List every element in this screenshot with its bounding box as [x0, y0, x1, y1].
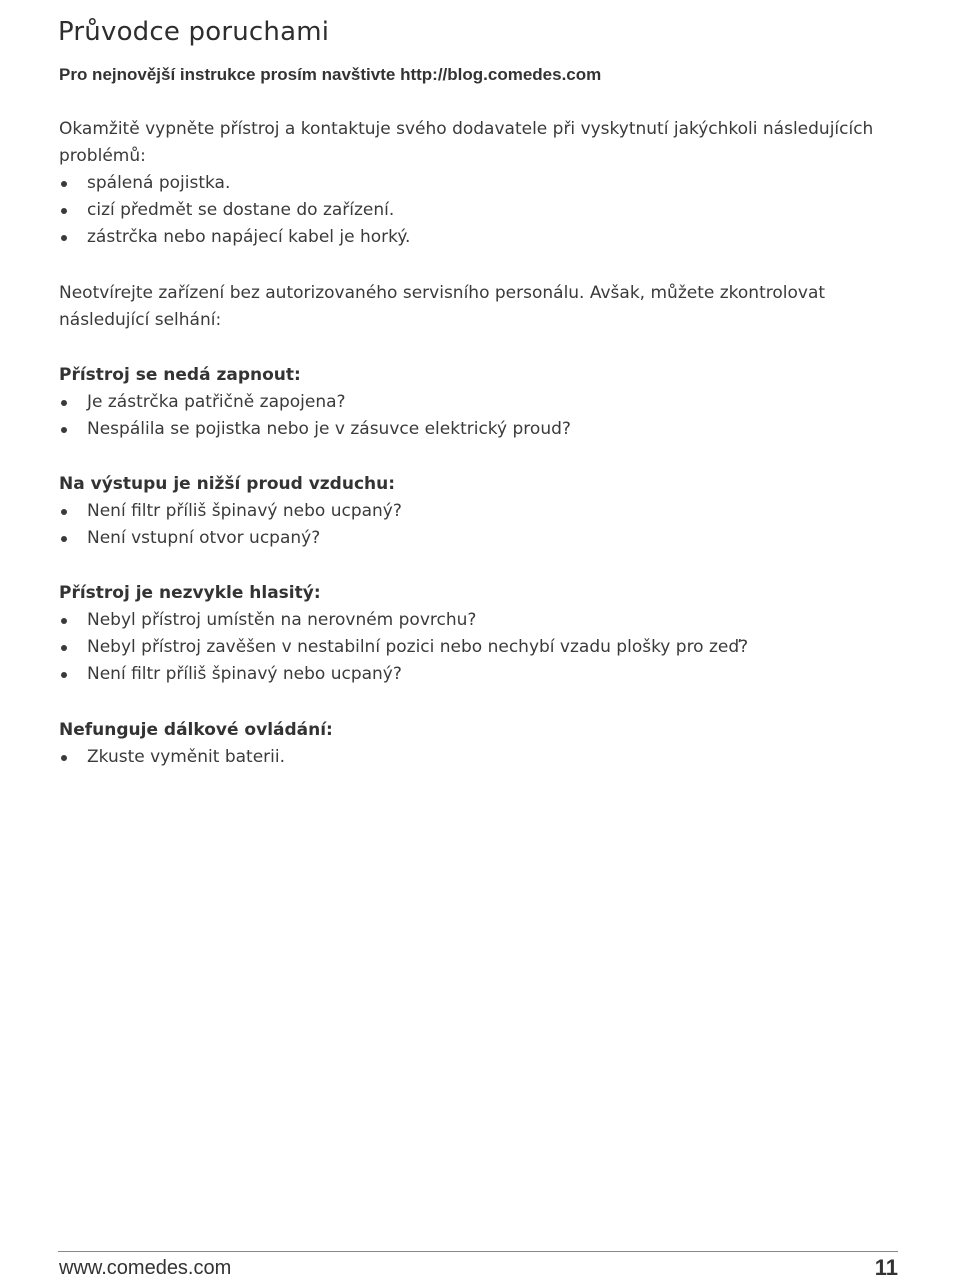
list-item: [59, 661, 900, 688]
footer-divider: [58, 1251, 898, 1252]
list-item: [59, 197, 900, 224]
section-airflow: [59, 471, 900, 552]
list-item-text: spálená pojistka.: [87, 173, 231, 193]
bullet-icon: [61, 509, 67, 515]
section-list: [59, 498, 900, 552]
bullet-icon: [61, 618, 67, 624]
list-item: [59, 498, 900, 525]
list-item: [59, 416, 900, 443]
list-item: [59, 224, 900, 251]
list-item-text: zástrčka nebo napájecí kabel je horký.: [87, 227, 411, 247]
list-item-text: Není filtr příliš špinavý nebo ucpaný?: [87, 664, 402, 684]
bullet-icon: [61, 755, 67, 761]
bullet-icon: [61, 400, 67, 406]
section-heading: Přístroj je nezvykle hlasitý:: [59, 583, 321, 603]
bullet-icon: [61, 672, 67, 678]
intro-list: [59, 170, 900, 251]
warning-text: Neotvírejte zařízení bez autorizovaného servisního personálu. Avšak, můžete zkontrolovat následující selhání:: [59, 283, 826, 330]
list-item-text: Zkuste vyměnit baterii.: [87, 747, 286, 767]
list-item-text: Nebyl přístroj zavěšen v nestabilní pozici nebo nechybí vzadu plošky pro zeď?: [87, 637, 749, 657]
warning-block: [59, 280, 900, 334]
list-item: [59, 744, 900, 771]
intro-block: [59, 116, 900, 251]
bullet-icon: [61, 235, 67, 241]
bullet-icon: [61, 181, 67, 187]
section-heading: Nefunguje dálkové ovládání:: [59, 720, 333, 740]
bullet-icon: [61, 536, 67, 542]
list-item-text: Není filtr příliš špinavý nebo ucpaný?: [87, 501, 402, 521]
list-item-text: Není vstupní otvor ucpaný?: [87, 528, 321, 548]
section-list: [59, 744, 900, 771]
list-item-text: Nebyl přístroj umístěn na nerovném povrchu?: [87, 610, 477, 630]
footer-website: www.comedes.com: [59, 1257, 232, 1279]
section-list: [59, 389, 900, 443]
list-item: [59, 607, 900, 634]
section-noise: [59, 580, 900, 688]
section-heading: Na výstupu je nižší proud vzduchu:: [59, 474, 396, 494]
intro-text: Okamžitě vypněte přístroj a kontaktuje svého dodavatele při vyskytnutí jakýchkoli následujících problémů:: [59, 119, 874, 166]
list-item: [59, 634, 900, 661]
list-item: [59, 389, 900, 416]
list-item-text: cizí předmět se dostane do zařízení.: [87, 200, 395, 220]
notice: [59, 61, 900, 88]
page-title: Průvodce poruchami: [58, 17, 330, 48]
section-power: [59, 362, 900, 443]
list-item-text: Je zástrčka patřičně zapojena?: [87, 392, 346, 412]
section-remote: [59, 717, 900, 771]
list-item-text: Nespálila se pojistka nebo je v zásuvce elektrický proud?: [87, 419, 571, 439]
bullet-icon: [61, 427, 67, 433]
notice-text: Pro nejnovější instrukce prosím navštivte http://blog.comedes.com: [59, 65, 602, 84]
section-heading: Přístroj se nedá zapnout:: [59, 365, 301, 385]
list-item: [59, 525, 900, 552]
bullet-icon: [61, 208, 67, 214]
page-number: 11: [874, 1255, 898, 1280]
list-item: [59, 170, 900, 197]
bullet-icon: [61, 645, 67, 651]
section-list: [59, 607, 900, 688]
